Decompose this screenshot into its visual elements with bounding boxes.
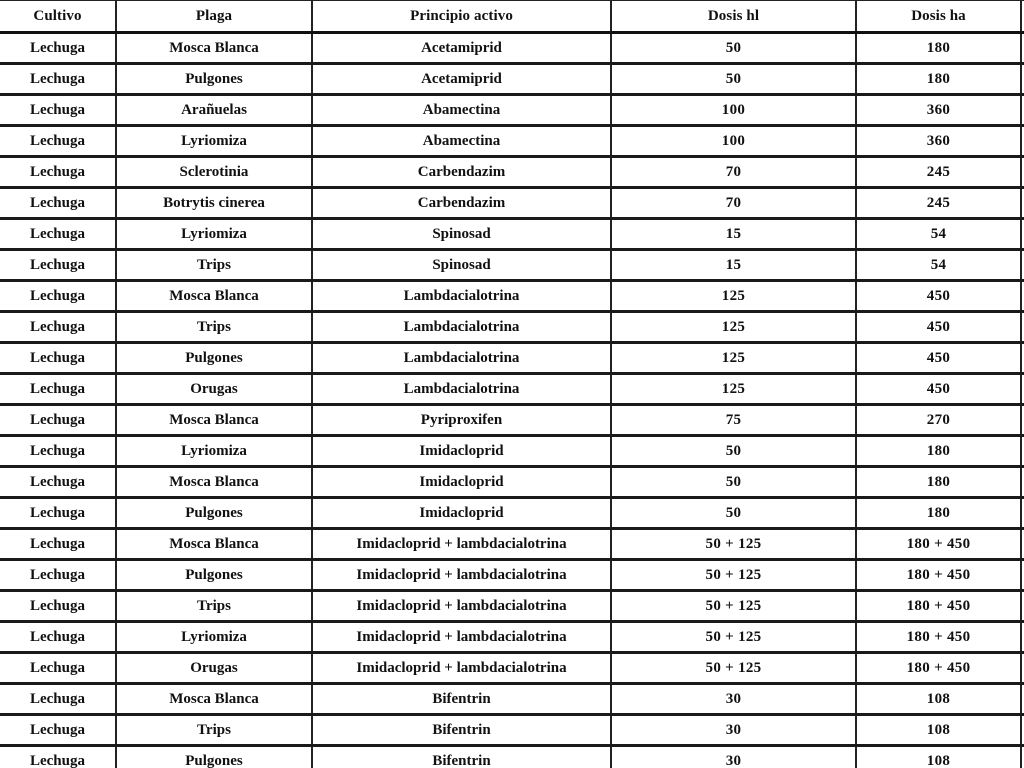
cell-principio-activo: Spinosad bbox=[312, 219, 611, 250]
cell-dosis-hl: 50 + 125 bbox=[611, 653, 856, 684]
cell-dosis-ha: 180 bbox=[856, 64, 1021, 95]
cell-principio-activo: Abamectina bbox=[312, 95, 611, 126]
cell-principio-activo: Imidacloprid + lambdacialotrina bbox=[312, 622, 611, 653]
cell-principio-activo: Carbendazim bbox=[312, 188, 611, 219]
cell-cultivo: Lechuga bbox=[0, 312, 116, 343]
cell-principio-activo: Imidacloprid bbox=[312, 467, 611, 498]
table-row bbox=[0, 281, 1024, 312]
header-dosis-hl: Dosis hl bbox=[611, 0, 856, 33]
cell-dosis-ha: 180 + 450 bbox=[856, 622, 1021, 653]
table-row bbox=[0, 529, 1024, 560]
cell-dosis-ha: 180 + 450 bbox=[856, 653, 1021, 684]
cell-plaga: Botrytis cinerea bbox=[116, 188, 312, 219]
cell-cultivo: Lechuga bbox=[0, 653, 116, 684]
cell-cultivo: Lechuga bbox=[0, 622, 116, 653]
table-row bbox=[0, 405, 1024, 436]
cell-dosis-ha: 54 bbox=[856, 250, 1021, 281]
cell-dosis-ha: 245 bbox=[856, 157, 1021, 188]
cell-plaga: Trips bbox=[116, 312, 312, 343]
table-row bbox=[0, 33, 1024, 64]
cell-principio-activo: Imidacloprid + lambdacialotrina bbox=[312, 529, 611, 560]
cell-cultivo: Lechuga bbox=[0, 560, 116, 591]
table-row bbox=[0, 591, 1024, 622]
table-row bbox=[0, 467, 1024, 498]
cell-principio-activo: Imidacloprid + lambdacialotrina bbox=[312, 591, 611, 622]
cell-dosis-hl: 50 bbox=[611, 33, 856, 64]
cell-cultivo: Lechuga bbox=[0, 157, 116, 188]
cell-dosis-ha: 360 bbox=[856, 126, 1021, 157]
cell-principio-activo: Lambdacialotrina bbox=[312, 281, 611, 312]
table-row bbox=[0, 343, 1024, 374]
cell-dosis-ha: 180 + 450 bbox=[856, 560, 1021, 591]
cell-principio-activo: Imidacloprid + lambdacialotrina bbox=[312, 653, 611, 684]
header-row bbox=[0, 0, 1024, 33]
cell-cultivo: Lechuga bbox=[0, 343, 116, 374]
cell-dosis-hl: 15 bbox=[611, 219, 856, 250]
table-row bbox=[0, 684, 1024, 715]
cell-principio-activo: Acetamiprid bbox=[312, 64, 611, 95]
cell-dosis-hl: 30 bbox=[611, 746, 856, 768]
table-row bbox=[0, 312, 1024, 343]
cell-dosis-hl: 50 + 125 bbox=[611, 591, 856, 622]
cell-plaga: Sclerotinia bbox=[116, 157, 312, 188]
cell-dosis-ha: 180 bbox=[856, 436, 1021, 467]
table-row bbox=[0, 436, 1024, 467]
cell-dosis-hl: 50 + 125 bbox=[611, 529, 856, 560]
cell-dosis-hl: 50 bbox=[611, 436, 856, 467]
cell-principio-activo: Lambdacialotrina bbox=[312, 312, 611, 343]
cell-dosis-hl: 50 bbox=[611, 498, 856, 529]
table-row bbox=[0, 715, 1024, 746]
table-row bbox=[0, 188, 1024, 219]
cell-plaga: Lyriomiza bbox=[116, 622, 312, 653]
cell-principio-activo: Imidacloprid bbox=[312, 498, 611, 529]
cell-dosis-hl: 50 bbox=[611, 64, 856, 95]
cell-plaga: Mosca Blanca bbox=[116, 281, 312, 312]
cell-dosis-ha: 245 bbox=[856, 188, 1021, 219]
cell-principio-activo: Imidacloprid bbox=[312, 436, 611, 467]
cell-cultivo: Lechuga bbox=[0, 64, 116, 95]
cell-cultivo: Lechuga bbox=[0, 374, 116, 405]
cell-dosis-ha: 54 bbox=[856, 219, 1021, 250]
cell-plaga: Trips bbox=[116, 250, 312, 281]
cell-principio-activo: Carbendazim bbox=[312, 157, 611, 188]
cell-dosis-hl: 50 bbox=[611, 467, 856, 498]
cell-cultivo: Lechuga bbox=[0, 684, 116, 715]
cell-plaga: Pulgones bbox=[116, 498, 312, 529]
table-row bbox=[0, 95, 1024, 126]
table-row bbox=[0, 622, 1024, 653]
cell-plaga: Trips bbox=[116, 591, 312, 622]
cell-principio-activo: Spinosad bbox=[312, 250, 611, 281]
table-row bbox=[0, 374, 1024, 405]
cell-dosis-ha: 180 bbox=[856, 467, 1021, 498]
table-body bbox=[0, 33, 1024, 768]
cell-principio-activo: Bifentrin bbox=[312, 715, 611, 746]
cell-dosis-ha: 360 bbox=[856, 95, 1021, 126]
header-principio-activo: Principio activo bbox=[312, 0, 611, 33]
cell-principio-activo: Acetamiprid bbox=[312, 33, 611, 64]
cell-plaga: Lyriomiza bbox=[116, 126, 312, 157]
cell-dosis-ha: 180 + 450 bbox=[856, 529, 1021, 560]
cell-dosis-ha: 108 bbox=[856, 684, 1021, 715]
cell-dosis-ha: 108 bbox=[856, 715, 1021, 746]
cell-plaga: Mosca Blanca bbox=[116, 684, 312, 715]
cell-plaga: Lyriomiza bbox=[116, 436, 312, 467]
cell-plaga: Lyriomiza bbox=[116, 219, 312, 250]
cell-dosis-hl: 50 + 125 bbox=[611, 622, 856, 653]
cell-principio-activo: Abamectina bbox=[312, 126, 611, 157]
cell-cultivo: Lechuga bbox=[0, 250, 116, 281]
cell-dosis-hl: 125 bbox=[611, 281, 856, 312]
table-row bbox=[0, 560, 1024, 591]
cell-dosis-ha: 180 + 450 bbox=[856, 591, 1021, 622]
cell-cultivo: Lechuga bbox=[0, 281, 116, 312]
cell-plaga: Pulgones bbox=[116, 343, 312, 374]
cell-dosis-ha: 450 bbox=[856, 281, 1021, 312]
cell-cultivo: Lechuga bbox=[0, 188, 116, 219]
cell-plaga: Arañuelas bbox=[116, 95, 312, 126]
cell-cultivo: Lechuga bbox=[0, 498, 116, 529]
cell-cultivo: Lechuga bbox=[0, 95, 116, 126]
cell-cultivo: Lechuga bbox=[0, 529, 116, 560]
cell-dosis-hl: 70 bbox=[611, 157, 856, 188]
table-header bbox=[0, 0, 1024, 33]
cell-dosis-ha: 450 bbox=[856, 312, 1021, 343]
header-cultivo: Cultivo bbox=[0, 0, 116, 33]
cell-dosis-ha: 108 bbox=[856, 746, 1021, 768]
cell-dosis-hl: 100 bbox=[611, 126, 856, 157]
cell-dosis-hl: 125 bbox=[611, 312, 856, 343]
cell-dosis-ha: 180 bbox=[856, 498, 1021, 529]
cell-plaga: Mosca Blanca bbox=[116, 467, 312, 498]
cell-plaga: Pulgones bbox=[116, 64, 312, 95]
cell-dosis-hl: 30 bbox=[611, 715, 856, 746]
cell-dosis-hl: 70 bbox=[611, 188, 856, 219]
table-row bbox=[0, 219, 1024, 250]
table-row bbox=[0, 126, 1024, 157]
cell-cultivo: Lechuga bbox=[0, 33, 116, 64]
cell-dosis-ha: 180 bbox=[856, 33, 1021, 64]
cell-principio-activo: Lambdacialotrina bbox=[312, 374, 611, 405]
cell-principio-activo: Bifentrin bbox=[312, 746, 611, 768]
cell-cultivo: Lechuga bbox=[0, 405, 116, 436]
cell-dosis-hl: 125 bbox=[611, 374, 856, 405]
cell-plaga: Orugas bbox=[116, 374, 312, 405]
cell-dosis-ha: 450 bbox=[856, 343, 1021, 374]
table-row bbox=[0, 746, 1024, 768]
cell-dosis-hl: 50 + 125 bbox=[611, 560, 856, 591]
cell-plaga: Pulgones bbox=[116, 746, 312, 768]
cell-cultivo: Lechuga bbox=[0, 467, 116, 498]
cell-dosis-hl: 30 bbox=[611, 684, 856, 715]
header-dosis-ha: Dosis ha bbox=[856, 0, 1021, 33]
cell-dosis-hl: 100 bbox=[611, 95, 856, 126]
cell-plaga: Mosca Blanca bbox=[116, 405, 312, 436]
cell-cultivo: Lechuga bbox=[0, 746, 116, 768]
cell-cultivo: Lechuga bbox=[0, 715, 116, 746]
cell-principio-activo: Imidacloprid + lambdacialotrina bbox=[312, 560, 611, 591]
cell-principio-activo: Bifentrin bbox=[312, 684, 611, 715]
table-row bbox=[0, 157, 1024, 188]
table-row bbox=[0, 64, 1024, 95]
table-row bbox=[0, 250, 1024, 281]
table-row bbox=[0, 498, 1024, 529]
header-plaga: Plaga bbox=[116, 0, 312, 33]
cell-dosis-hl: 125 bbox=[611, 343, 856, 374]
cell-dosis-hl: 15 bbox=[611, 250, 856, 281]
cell-principio-activo: Pyriproxifen bbox=[312, 405, 611, 436]
cell-principio-activo: Lambdacialotrina bbox=[312, 343, 611, 374]
cell-cultivo: Lechuga bbox=[0, 436, 116, 467]
cell-dosis-ha: 270 bbox=[856, 405, 1021, 436]
table-row bbox=[0, 653, 1024, 684]
cell-dosis-ha: 450 bbox=[856, 374, 1021, 405]
cell-cultivo: Lechuga bbox=[0, 126, 116, 157]
cell-dosis-hl: 75 bbox=[611, 405, 856, 436]
cell-plaga: Trips bbox=[116, 715, 312, 746]
cell-cultivo: Lechuga bbox=[0, 591, 116, 622]
cell-plaga: Mosca Blanca bbox=[116, 33, 312, 64]
cell-plaga: Mosca Blanca bbox=[116, 529, 312, 560]
cell-cultivo: Lechuga bbox=[0, 219, 116, 250]
cell-plaga: Pulgones bbox=[116, 560, 312, 591]
cell-plaga: Orugas bbox=[116, 653, 312, 684]
